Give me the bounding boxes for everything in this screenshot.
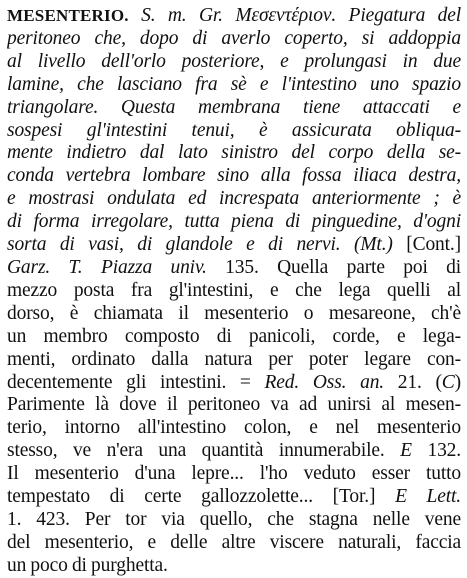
entry-line (7, 486, 461, 509)
entry-line (7, 74, 461, 97)
entry-line (7, 440, 461, 463)
entry-line (7, 326, 461, 349)
entry-text-segment: un membro composto di panicoli, corde, e lega- (7, 325, 461, 347)
entry-line (7, 211, 461, 234)
entry-line (7, 509, 461, 532)
entry-text-segment: 1. 423. Per tor via quello, che stagna nelle vene (7, 508, 461, 530)
entry-line (7, 234, 461, 257)
entry-text-segment: sospesi gl'intestini tenui, è assicurata obliqua- (7, 119, 461, 141)
entry-text-segment: Garz. T. Piazza univ. (7, 256, 207, 278)
entry-text-segment: al livello dell'orlo posteriore, e prolungasi in due (7, 50, 461, 72)
entry-text-segment: C (441, 371, 455, 393)
entry-text-segment: [Cont.] (392, 234, 461, 256)
entry-text-segment: conda vertebra lombare sino alla fossa iliaca destra, (7, 165, 461, 187)
entry-text-segment: stesso, ve n'era una quantità innumerabile. (7, 440, 401, 462)
entry-line (7, 303, 461, 326)
entry-text-segment: triangolare. Questa membrana tiene attaccati e (7, 96, 461, 118)
entry-line (7, 555, 461, 578)
entry-text-segment: del mesenterio, e delle altre viscere naturali, faccia (7, 531, 461, 553)
entry-text-segment: decentemente gli intestini. = (7, 371, 265, 393)
entry-text-segment: dorso, è chiamata il mesenterio o mesareone, ch'è (7, 302, 461, 324)
entry-text-segment: ) (454, 371, 461, 393)
entry-text-segment: 132. (411, 440, 461, 462)
entry-text-segment: tempestato di certe gallozzolette... [Tor.] (7, 486, 396, 508)
entry-text-segment: terio, intorno all'intestino colon, e nel mesenterio (7, 417, 461, 439)
entry-text-segment: Il mesenterio d'una lepre... l'ho veduto esser tutto (7, 463, 461, 485)
entry-text-segment: 21. ( (384, 371, 442, 393)
entry-line (7, 165, 461, 188)
entry-text-segment: S. m. Gr. Μεσεντέριον. Piegatura del (128, 5, 461, 26)
entry-text-segment: lamine, che lasciano fra sè e l'intestino uno spazio (7, 73, 461, 95)
entry-line (7, 372, 461, 395)
entry-text-segment: e mostrasi ondulata ed increspata anteriormente ; è (7, 188, 461, 210)
entry-line (7, 51, 461, 74)
entry-line (7, 28, 461, 51)
entry-line (7, 5, 461, 28)
dictionary-entry-mesenterio (7, 5, 461, 578)
entry-text-segment: menti, ordinato dalla natura per poter legare con- (7, 348, 461, 370)
entry-text-segment: E (400, 440, 412, 462)
entry-text-segment: Parimente là dove il peritoneo va ad unirsi al mesen- (7, 394, 461, 416)
entry-line (7, 142, 461, 165)
entry-line (7, 188, 461, 211)
entry-line (7, 349, 461, 372)
entry-line (7, 280, 461, 303)
entry-text-segment: sorta di vasi, di glandole e di nervi. (Mt.) (7, 234, 393, 256)
entry-line (7, 394, 461, 417)
entry-line (7, 417, 461, 440)
entry-text-segment: 135. Quella parte poi di (206, 256, 461, 278)
entry-text-segment: mezzo posta fra gl'intestini, e che lega quelli al (7, 279, 461, 301)
entry-text-segment: mente indietro dal lato sinistro del corpo della se- (7, 142, 461, 164)
entry-text-segment: E Lett. (395, 486, 461, 508)
entry-text-segment: Red. Oss. an. (264, 371, 385, 393)
entry-line (7, 97, 461, 120)
entry-text-segment: di forma irregolare, tutta piena di pinguedine, d'ogni (7, 211, 461, 233)
entry-text-segment: peritoneo che, dopo di averlo coperto, si addoppia (7, 27, 461, 49)
entry-headword: MESENTERIO. (7, 6, 129, 25)
entry-line (7, 532, 461, 555)
entry-text-segment: un poco di purghetta. (7, 554, 168, 576)
entry-line (7, 463, 461, 486)
entry-line (7, 257, 461, 280)
entry-line (7, 120, 461, 143)
